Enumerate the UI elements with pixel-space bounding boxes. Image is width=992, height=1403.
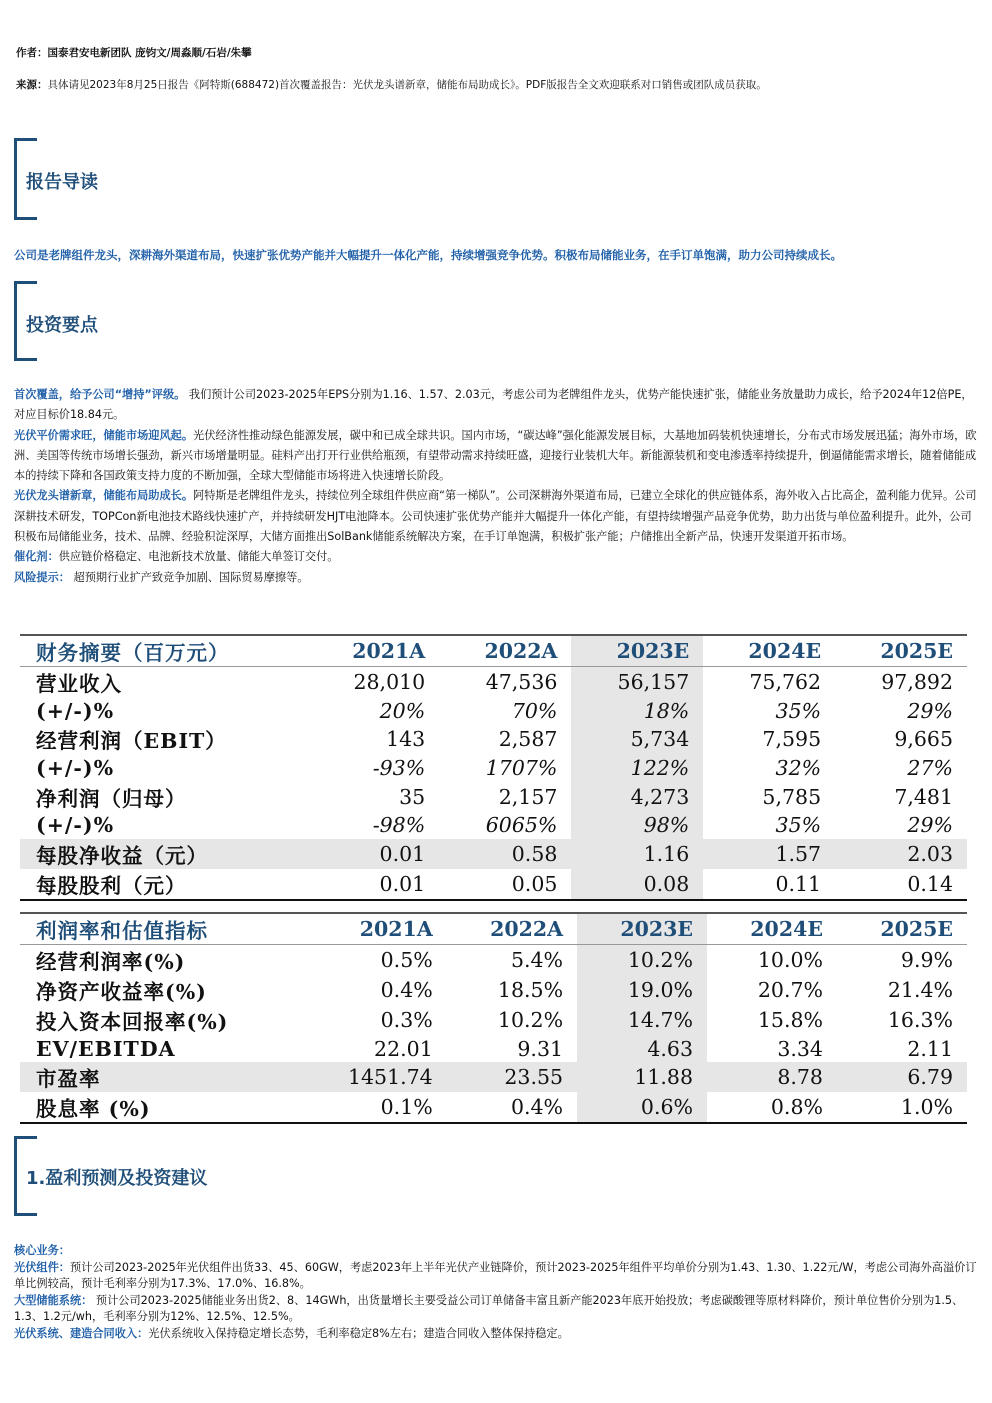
cell-value: 0.1% [380,1095,433,1120]
cell-value: 0.11 [775,871,822,896]
cell-value: 1.57 [703,839,835,869]
cell-value: -93% [372,755,426,780]
cell-value: 4,273 [571,782,703,812]
table-header-label: 利润率和估值指标 [36,919,208,943]
forecast-paragraph [14,1326,979,1343]
cell-value: 122% [571,754,703,781]
cell-value: 143 [386,727,426,752]
cell-value: 7,595 [762,727,822,752]
cell-value: 98% [571,812,703,839]
financial-summary-table [20,634,967,901]
point-paragraph [14,426,979,487]
point-title: 首次覆盖，给予公司“增持”评级。 [14,388,186,401]
table-row [20,1092,967,1123]
cell-value: 9.9% [900,948,953,972]
cell-value: 0.01 [307,839,439,869]
row-label: 经营利润率(%) [36,950,186,974]
cell-value: 35% [775,698,822,723]
cell-value: 15.8% [757,1008,823,1032]
cell-value: 75,762 [749,670,822,694]
author-names: 国泰君安电新团队 庞钧文/周淼顺/石岩/朱攀 [47,47,252,59]
cell-value: 35% [775,813,822,838]
cell-value: 6.79 [837,1062,967,1092]
row-label: (+/-)% [36,813,115,838]
cell-value: 5,785 [762,784,822,809]
cell-value: 1.16 [571,839,703,869]
cell-value: 21.4% [887,978,953,1002]
cell-value: 18% [571,697,703,724]
row-label: 每股净收益（元） [20,839,307,869]
cell-value: 1.0% [900,1095,953,1120]
table-row [20,754,967,781]
section-title-guide: 报告导读 [26,172,98,193]
cell-value: 8.78 [707,1062,837,1092]
cell-value: 6065% [485,813,558,838]
point-paragraph [14,547,979,567]
cell-value: 29% [907,813,953,838]
cell-value: 0.5% [380,948,433,972]
cell-value: 0.05 [511,871,558,896]
point-paragraph [14,568,979,588]
point-text: 供应链价格稳定、电池新技术放量、储能大单签订交付。 [58,550,339,564]
cell-value: 23.55 [447,1062,577,1092]
section-title-forecast: 1.盈利预测及投资建议 [26,1168,208,1189]
cell-value: 18.5% [497,978,564,1002]
cell-value: 1707% [485,755,558,780]
year-header: 2023E [577,913,707,945]
author-label: 作者： [16,47,48,59]
year-header: 2022A [490,917,564,941]
cell-value: 0.8% [770,1095,823,1120]
author-line [16,46,252,60]
cell-value: 11.88 [577,1062,707,1092]
table-row [20,1005,967,1035]
cell-value: 4.63 [577,1035,707,1062]
section-title-points: 投资要点 [26,315,98,336]
source-line [16,78,767,92]
cell-value: 0.3% [380,1008,433,1032]
cell-value: 56,157 [571,667,703,698]
cell-value: -98% [372,813,426,838]
cell-value: 9,665 [894,727,953,752]
cell-value: 16.3% [887,1008,953,1032]
cell-value: 20.7% [757,978,823,1002]
table-row [20,839,967,869]
table-row [20,782,967,812]
point-title: 光伏龙头谱新章，储能布局助成长。 [14,489,194,503]
year-header: 2022A [484,639,558,663]
table-row [20,869,967,900]
table-row [20,975,967,1005]
table-row [20,667,967,698]
point-title: 风险提示： [14,570,70,584]
row-label: 市盈率 [20,1062,301,1092]
cell-value: 29% [907,698,953,723]
forecast-title: 光伏组件： [14,1260,70,1274]
cell-value: 0.4% [510,1095,564,1120]
point-text: 我们预计公司2023-2025年EPS分别为1.16、1.57、2.03元，考虑公司为老牌组件龙头，优势产能快速扩张，储能业务放量助力成长，给予2024年12倍PE，对应目标价18.84元。 [14,388,973,422]
forecast-body [14,1243,979,1342]
table-row [20,724,967,754]
row-label: 营业收入 [36,672,122,696]
forecast-title: 光伏系统、建造合同收入： [14,1326,149,1340]
table-header-row [20,913,967,945]
row-label: (+/-)% [36,698,115,723]
point-title: 光伏平价需求旺，储能市场迎风起。 [14,428,194,442]
row-label: 经营利润（EBIT） [36,729,227,754]
point-text: 光伏经济性推动绿色能源发展，碳中和已成全球共识。国内市场，“碳达峰”强化能源发展目标，大基地加码装机快速增长，分布式市场发展迅猛；海外市场，欧洲、美国等传统市场增长强劲，新兴市场增量明显。硅料产出打开行业供给瓶颈，有望带动需求持续旺盛，迎接行业装机大年。新能源装机和变电渗透率持续提升，倒逼储能需求增长，随着储能成本的持续下降和各国政策支持力度的不断加强，全球大型储能市场将进入快速增长阶段。 [14,428,977,483]
cell-value: 0.4% [380,978,433,1002]
cell-value: 28,010 [353,670,426,694]
point-text: 阿特斯是老牌组件龙头，持续位列全球组件供应商“第一梯队”。公司深耕海外渠道布局，已建立全球化的供应链体系，海外收入占比高企，盈利能力优异。公司深耕技术研发，TOPCon新电池技术路线快速扩产，并持续研发HJT电池降本。公司快速扩张优势产能并大幅提升一体化产能，有望持续增强产品竞争优势，助力出货与单位盈利提升。此外，公司积极布局储能业务，技术、品牌、经验积淀深厚，大储方面推出SolBank储能系统解决方案，在手订单饱满，积极扩张产能；户储推出全新产品，快速开发渠道开拓市场。 [14,489,977,544]
cell-value: 35 [399,784,426,809]
point-paragraph [14,385,979,426]
cell-value: 9.31 [517,1036,564,1061]
cell-value: 19.0% [577,975,707,1005]
forecast-text: 光伏系统收入保持稳定增长态势，毛利率稳定8%左右；建造合同收入整体保持稳定。 [148,1326,569,1340]
cell-value: 2.11 [907,1036,953,1061]
year-header: 2021A [359,917,433,941]
report-intro: 公司是老牌组件龙头，深耕海外渠道布局，快速扩张优势产能并大幅提升一体化产能，持续增强竞争优势。积极布局储能业务，在手订单饱满，助力公司持续成长。 [14,248,842,262]
table-header-label: 财务摘要（百万元） [36,641,230,665]
forecast-text: 预计公司2023-2025年光伏组件出货33、45、60GW，考虑2023年上半年光伏产业链降价，预计2023-2025年组件平均单价分别为1.43、1.30、1.22元/W，考虑公司海外高溢价订单比例较高，预计毛利率分别为17.3%、17.0%、16.8%。 [14,1260,977,1290]
forecast-paragraph [14,1260,979,1293]
cell-value: 2,587 [498,727,558,752]
cell-value: 2,157 [498,784,558,809]
point-paragraph [14,486,979,547]
valuation-table [20,912,967,1124]
year-header: 2024E [748,639,822,663]
forecast-paragraph [14,1293,979,1326]
year-header: 2021A [352,639,426,663]
cell-value: 97,892 [881,670,953,694]
forecast-text: 预计公司2023-2025储能业务出货2、8、14GWh，出货量增长主要受益公司订单储备丰富且新产能2023年底开始投放；考虑碳酸锂等原材料降价，预计单位售价分别为1.5、1.3、1.2元/wh，毛利率分别为12%、12.5%、12.5%。 [14,1293,964,1323]
cell-value: 0.01 [379,871,426,896]
year-header: 2025E [880,917,953,941]
cell-value: 7,481 [894,784,953,809]
table-row [20,1035,967,1062]
cell-value: 0.08 [571,869,703,900]
cell-value: 20% [379,698,426,723]
row-label: 每股股利（元） [36,873,187,898]
row-label: 净资产收益率(%) [36,980,207,1004]
year-header: 2025E [880,639,953,663]
cell-value: 22.01 [374,1036,433,1061]
point-text: 超预期行业扩产致竞争加剧、国际贸易摩擦等。 [69,570,309,584]
cell-value: 10.0% [757,948,823,972]
forecast-title: 大型储能系统： [14,1293,93,1307]
table-row [20,945,967,976]
cell-value: 47,536 [485,670,558,694]
source-text: 具体请见2023年8月25日报告《阿特斯(688472)首次覆盖报告：光伏龙头谱新章，储能布局助成长》。PDF版报告全文欢迎联系对口销售或团队成员获取。 [47,79,767,91]
row-label: 股息率 (%) [36,1097,151,1122]
cell-value: 3.34 [777,1036,823,1061]
row-label: 投入资本回报率(%) [36,1010,229,1034]
cell-value: 5,734 [571,724,703,754]
cell-value: 0.58 [439,839,571,869]
point-title: 催化剂： [14,550,59,564]
cell-value: 10.2% [577,945,707,976]
cell-value: 14.7% [577,1005,707,1035]
row-label: EV/EBITDA [36,1036,176,1061]
cell-value: 1451.74 [301,1062,446,1092]
cell-value: 0.14 [907,871,953,896]
cell-value: 10.2% [497,1008,564,1032]
table-row [20,1062,967,1092]
investment-points [14,385,979,588]
cell-value: 27% [907,755,953,780]
cell-value: 70% [511,698,558,723]
year-header: 2023E [571,635,703,667]
table-row [20,812,967,839]
row-label: (+/-)% [36,755,115,780]
forecast-paragraph [14,1243,979,1260]
table-row [20,697,967,724]
year-header: 2024E [750,917,823,941]
cell-value: 32% [775,755,822,780]
cell-value: 5.4% [510,948,564,972]
row-label: 净利润（归母） [36,786,187,811]
cell-value: 0.6% [577,1092,707,1123]
cell-value: 2.03 [835,839,967,869]
source-label: 来源： [16,79,48,91]
forecast-title: 核心业务： [14,1244,70,1257]
table-header-row [20,635,967,667]
